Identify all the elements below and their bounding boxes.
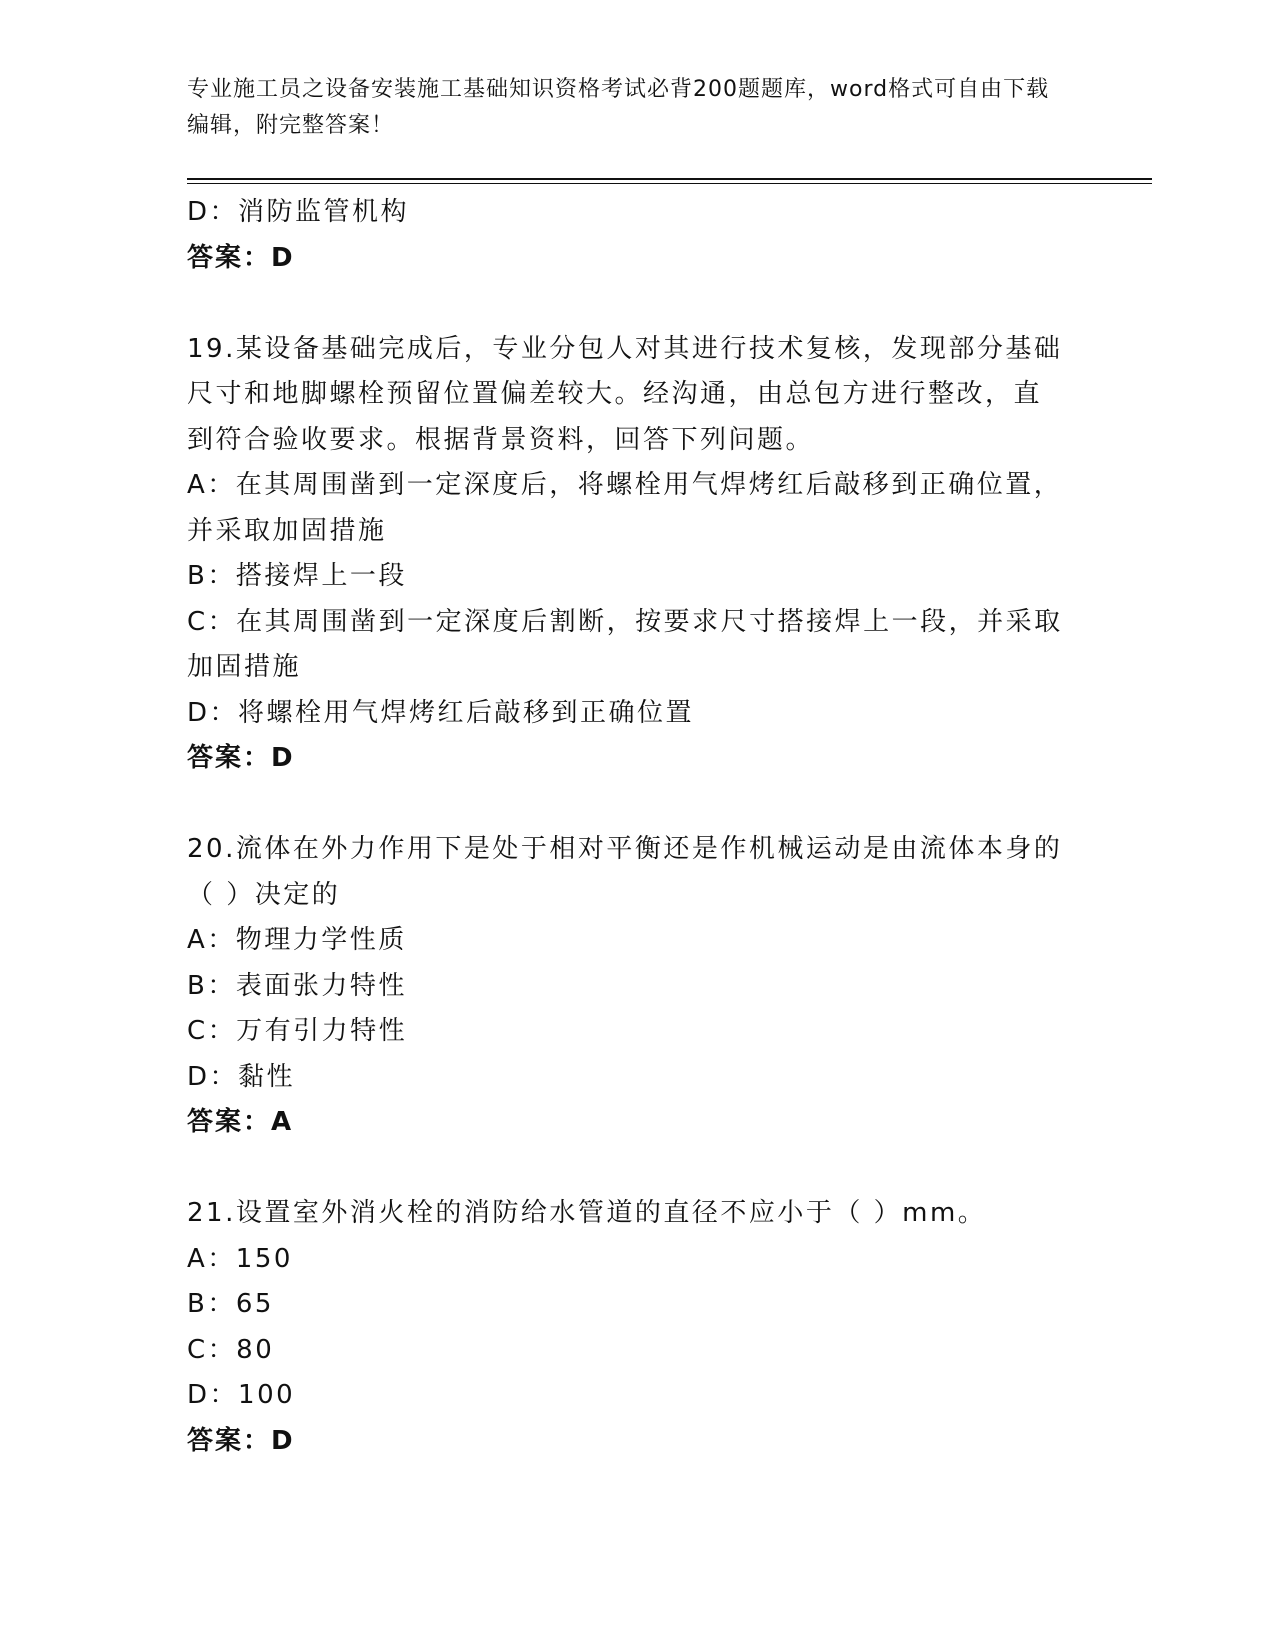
option-c: 加固措施: [187, 652, 302, 682]
option-a: 并采取加固措施: [187, 515, 387, 546]
answer: 答案：D: [187, 743, 295, 773]
answer: 答案：D: [187, 242, 295, 273]
option-a: A：150: [187, 1243, 293, 1274]
header-rule-thick: [187, 178, 1152, 180]
option-d: D：黏性: [187, 1061, 296, 1092]
spacer: [187, 1146, 1067, 1192]
question-stem: 20.流体在外力作用下是处于相对平衡还是作机械运动是由流体本身的: [187, 834, 1063, 864]
spacer: [187, 782, 1067, 828]
option-a: A：物理力学性质: [187, 925, 407, 955]
option-a: A：在其周围凿到一定深度后，将螺栓用气焊烤红后敲移到正确位置，: [187, 470, 1063, 500]
option-b: B：65: [187, 1289, 274, 1319]
question-stem: 19.某设备基础完成后，专业分包人对其进行技术复核，发现部分基础: [187, 333, 1063, 364]
option-d: D：100: [187, 1380, 296, 1410]
option-d: D：消防监管机构: [187, 197, 410, 227]
header-title: 专业施工员之设备安装施工基础知识资格考试必背200题题库，word格式可自由下载编辑，附完整答案！: [187, 77, 1050, 138]
question-list: [187, 190, 1067, 1464]
option-c: C：在其周围凿到一定深度后割断，按要求尺寸搭接焊上一段，并采取: [187, 606, 1063, 637]
header-rule-thin: [187, 183, 1152, 184]
question-18-tail: [187, 190, 1067, 281]
answer: 答案：A: [187, 1107, 294, 1137]
question-stem: （ ）决定的: [187, 879, 341, 910]
question-stem: 尺寸和地脚螺栓预留位置偏差较大。经沟通，由总包方进行整改，直: [187, 379, 1043, 409]
answer: 答案：D: [187, 1425, 295, 1456]
option-c: C：80: [187, 1334, 275, 1365]
option-b: B：搭接焊上一段: [187, 561, 407, 591]
option-c: C：万有引力特性: [187, 1016, 408, 1046]
option-d: D：将螺栓用气焊烤红后敲移到正确位置: [187, 697, 695, 728]
question-stem: 21.设置室外消火栓的消防给水管道的直径不应小于（ ）mm。: [187, 1198, 987, 1228]
question-19: [187, 327, 1067, 782]
question-21: [187, 1191, 1067, 1464]
option-b: B：表面张力特性: [187, 970, 407, 1001]
question-stem: 到符合验收要求。根据背景资料，回答下列问题。: [187, 424, 815, 455]
page-header: [187, 72, 1067, 144]
spacer: [187, 281, 1067, 327]
question-20: [187, 827, 1067, 1146]
